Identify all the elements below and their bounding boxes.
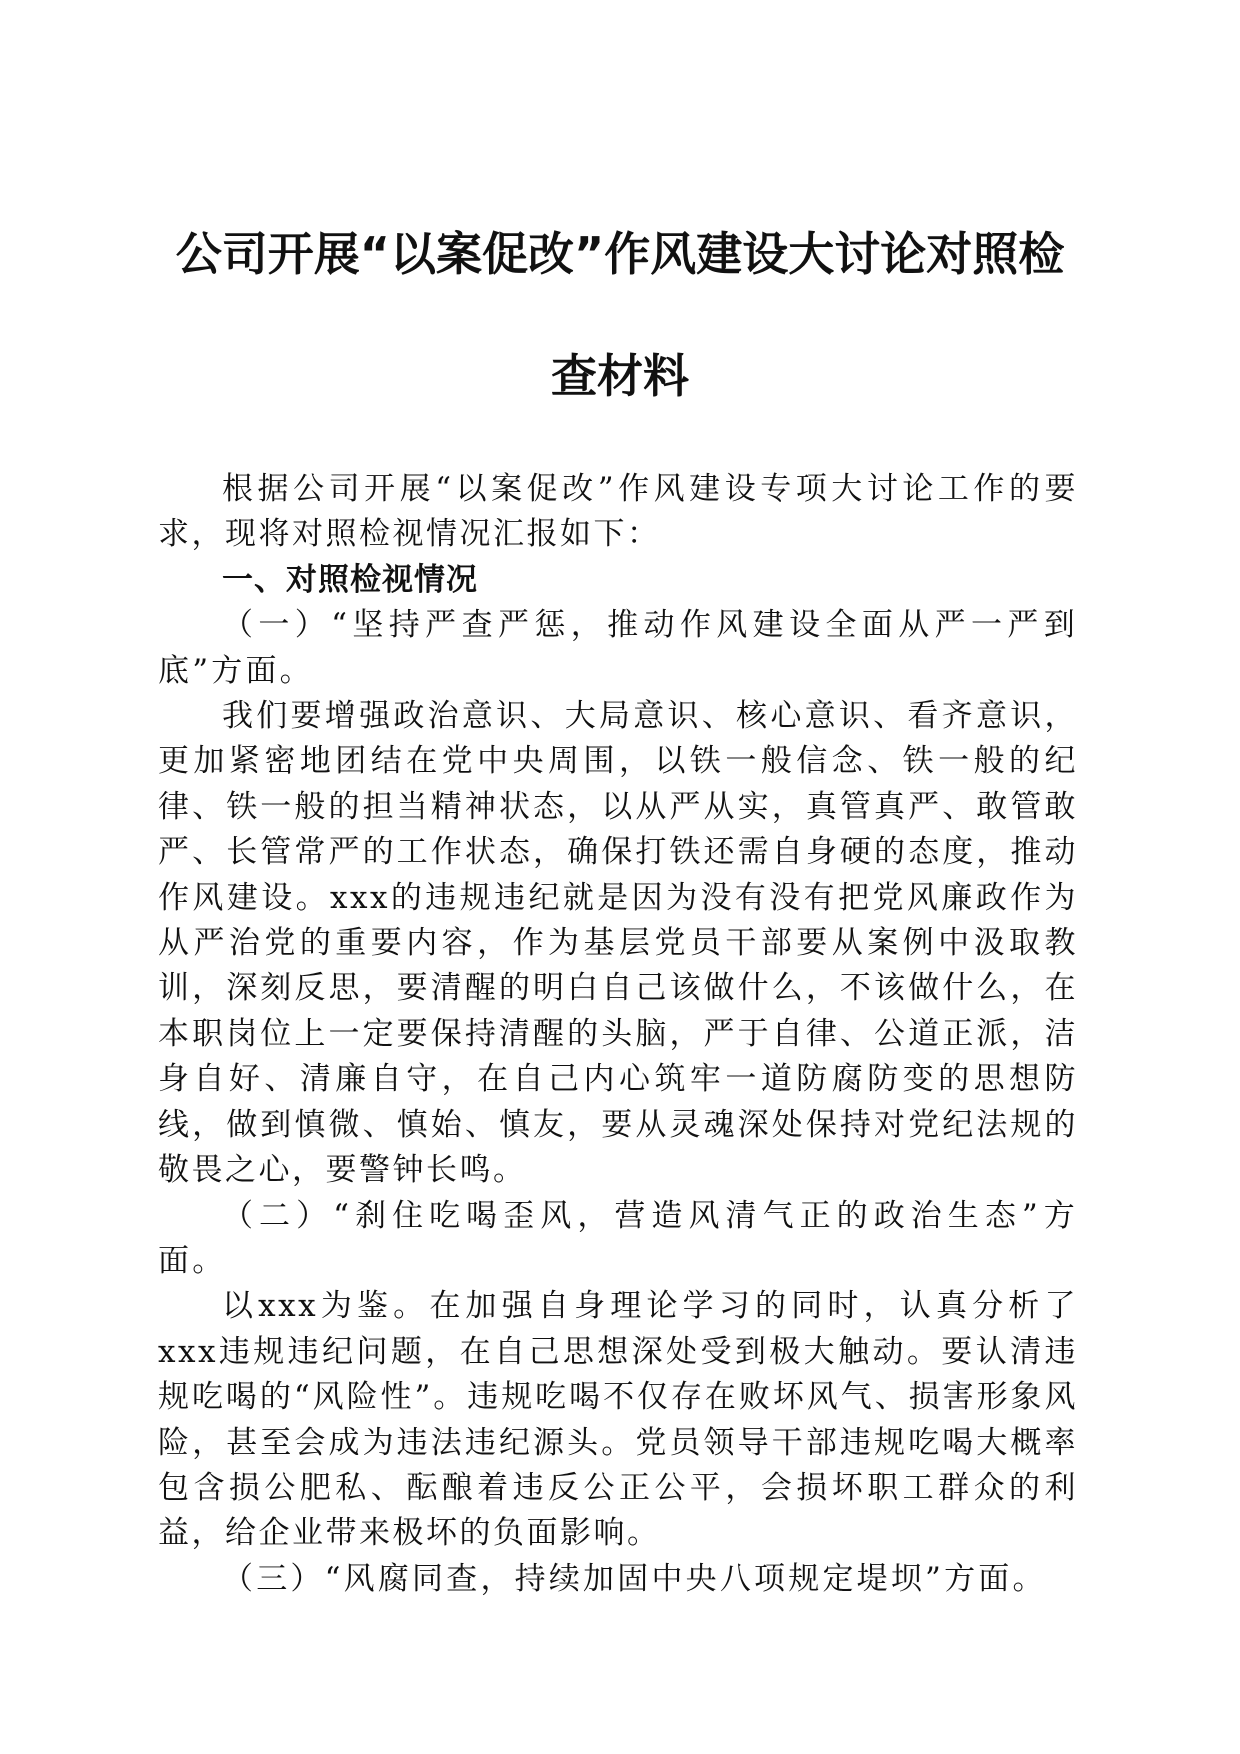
document-body (158, 467, 1078, 1602)
subsection-1-body: 我们要增强政治意识、大局意识、核心意识、看齐意识，更加紧密地团结在党中央周围，以铁一般信念、铁一般的纪律、铁一般的担当精神状态，以从严从实，真管真严、敢管敢严、长管常严的工作状态，确保打铁还需自身硬的态度，推动作风建设。xxx的违规违纪就是因为没有没有把党风廉政作为从严治党的重要内容，作为基层党员干部要从案例中汲取教训，深刻反思，要清醒的明白自己该做什么，不该做什么，在本职岗位上一定要保持清醒的头脑，严于自律、公道正派，洁身自好、清廉自守，在自己内心筑牢一道防腐防变的思想防线，做到慎微、慎始、慎友，要从灵魂深处保持对党纪法规的敬畏之心，要警钟长鸣。 (158, 698, 1078, 1189)
intro-paragraph: 根据公司开展“以案促改”作风建设专项大讨论工作的要求，现将对照检视情况汇报如下： (158, 471, 1078, 553)
section-1-heading: 一、对照检视情况 (222, 561, 478, 598)
subsection-1-heading: （一）“坚持严查严惩，推动作风建设全面从严一严到底”方面。 (158, 607, 1078, 689)
subsection-2-body: 以xxx为鉴。在加强自身理论学习的同时，认真分析了xxx违规违纪问题，在自己思想深处受到极大触动。要认清违规吃喝的“风险性”。违规吃喝不仅存在败坏风气、损害形象风险，甚至会成为违法违纪源头。党员领导干部违规吃喝大概率包含损公肥私、酝酿着违反公正公平，会损坏职工群众的利益，给企业带来极坏的负面影响。 (158, 1288, 1078, 1552)
subsection-2-heading: （二）“刹住吃喝歪风，营造风清气正的政治生态”方面。 (158, 1197, 1078, 1279)
document-title-line-1: 公司开展“以案促改”作风建设大讨论对照检 (175, 227, 1065, 281)
document-title-line-2: 查材料 (551, 349, 689, 403)
subsection-3-heading: （三）“风腐同查，持续加固中央八项规定堤坝”方面。 (222, 1560, 1047, 1597)
